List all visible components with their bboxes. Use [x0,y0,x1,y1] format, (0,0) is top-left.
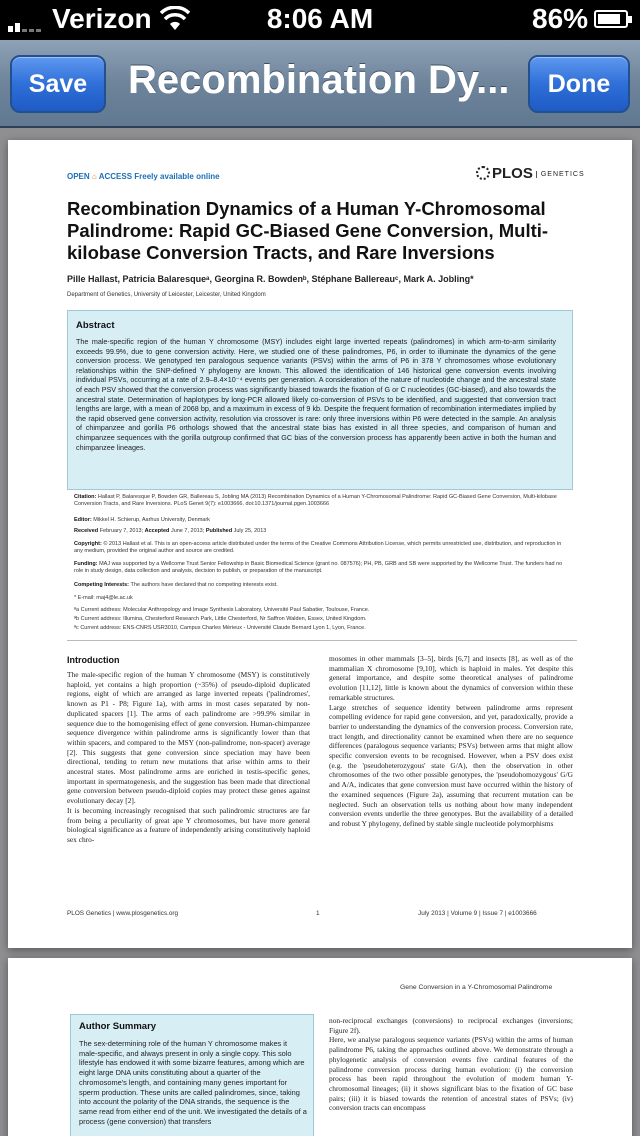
author-summary-text: The sex-determining role of the human Y chromosome makes it male-specific, and always present in only a single copy. This solo lifestyle has endowed it with some bizarre features, among which are eight large DNA units constituting about a quarter of the chromosome's length, and containing many genes important for sperm production. These units are called palindromes, since, taking into account the polarity of the DNA strands, the sequence is the same read from either end of the unit. We investigated the details of a process (gene conversion) that transfers [79,1039,307,1126]
citation: Citation: Hallast P, Balaresque P, Bowden GR, Ballereau S, Jobling MA (2013) Recombination Dynamics of a Human Y-Chromosomal Palindrome: Rapid GC-Biased Gene Conversion, Multi-kilobase Conversion Tracts, and Rare Inversions. PLoS Genet 9(7): e1003666. doi:10.1371/journal.pgen.1003666 [74,494,557,507]
open-access-badge: OPEN ⌂ ACCESS Freely available online [67,172,220,181]
address-a: ªa Current address: Molecular Anthropology and Image Synthesis Laboratory, Université Paul Sabatier, Toulouse, France. [74,607,370,613]
footer-issue: July 2013 | Volume 9 | Issue 7 | e1003666 [418,910,537,917]
page2-column-right: non-reciprocal exchanges (conversions) to reciprocal exchanges (inversions; Figure 2f). Here, we analyse paralogous sequence variants (PSVs) within the arms of human palindrome P6, taking the approaches outlined above. We demonstrate through a phylogenetic analysis of conversion events five cardinal features of the palindrome conversion process during human evolution: (i) the conversion process has been rapid throughout the evolution of modern human Y-chromosomal lineages; (ii) it shows significant bias to the fixation of GC base pairs; (iii) it is biased towards the retention of ancestral states of PSVs; (iv) conversion tracts can encompass [329,1016,573,1113]
done-button[interactable]: Done [528,55,630,113]
intro-column-right: mosomes in other mammals [3–5], birds [6,7] and insects [8], as well as of the mammalian X chromosome [9,10], which is haploid in males. Yet despite this general importance, and despite some theoretical analyses of palindrome evolution [11,12], little is known about the dynamics of conversion within these remarkable structures. Large stretches of sequence identity between palindrome arms represent compelling evidence for rapid gene conversion, and yet, paradoxically, provide a barrier to understanding the dynamics of the conversion process. Conversion rate, tract length, and directionality cannot be examined when there are no sequence differences (paralogous sequence variants; PSVs) between arms that might allow specific conversion events to be recognised. However, when a PSV does exist (e.g. the 'pseudoheterozygous' state G/A), then the observation in other chromosomes of the two other possible genotypes, the 'pseudohomozygous' G/G and A/A, indicates that gene conversion must have occurred within the history of the examined sequences (Figure 2a), assuming that recurrent mutation can be neglected. Such an observation tells us nothing about how many independent conversion events underlie the three genotypes. But the availability of a detailed and robust Y phylogeny, defined by stable single nucleotide polymorphisms [329,654,573,828]
footer-journal: PLOS Genetics | www.plosgenetics.org [67,910,179,917]
paper-title: Recombination Dynamics of a Human Y-Chromosomal Palindrome: Rapid GC-Biased Gene Conversion, Multi-kilobase Conversion Tracts, and Rare Inversions [67,198,549,263]
battery-percentage: 86% [532,3,589,34]
abstract-text: The male-specific region of the human Y chromosome (MSY) includes eight large inverted repeats (palindromes) in which arm-to-arm similarity exceeds 99.9%, due to gene conversion activity. Here, we studied one of these palindromes, P6, in order to illuminate the dynamics of the gene conversion process. We genotyped ten paralogous sequence variants (PSVs) within the arms of P6 in 378 Y chromosomes whose evolutionary relationships within the SNP-defined Y phylogeny are known. This allowed the identification of 146 historical gene conversion events involving individual PSVs, occurring at a rate of 2.9–8.4×10⁻⁴ events per generation. A consideration of the nature of nucleotide change and the ancestral state of each PSV showed that the conversion process was significantly biased towards the fixation of G or C nucleotides (GC-biased), and also towards the ancestral state. Determination of haplotypes by long-PCR allowed likely co-conversion of PSVs to be identified, and suggested that conversion tract lengths are large, with a mean of 2068 bp, and a maximum in excess of 9 kb. Despite the frequent formation of recombination intermediates implied by the rapid observed gene conversion activity, resolution via crossover is rare: only three inversions within P6 were detected in the sample. An analysis of chimpanzee and gorilla P6 orthologs showed that the ancestral state bias has existed in all three species, and comparison of human and chimpanzee sequences with the gorilla outgroup confirmed that GC bias of the conversion process has apparently been active in both the human and chimpanzee lineages. [76,337,556,452]
document-page-1[interactable] [8,140,632,948]
author-summary-box [70,1014,314,1136]
introduction-heading: Introduction [67,655,120,665]
competing-interests: Competing Interests: The authors have declared that no competing interests exist. [74,582,278,588]
plos-genetics-logo: PLOS GENETICS [476,165,585,182]
affiliation: Department of Genetics, University of Leicester, Leicester, United Kingdom [67,292,266,298]
running-head: Gene Conversion in a Y-Chromosomal Palindrome [400,984,553,991]
address-c: ªc Current address: ENS-CNRS USR3010, Campus Charles Mérieux - Université Claude Bernard Lyon 1, Lyon, France. [74,625,366,631]
author-summary-heading: Author Summary [79,1021,157,1032]
author-list: Pille Hallast, Patricia Balaresqueᵃ, Georgina R. Bowdenᵇ, Stéphane Ballereauᶜ, Mark A. Jobling* [67,274,474,284]
footer-page-number: 1 [316,910,320,917]
dates: Received February 7, 2013; Accepted June 7, 2013; Published July 25, 2013 [74,528,267,534]
save-button[interactable]: Save [10,55,106,113]
funding: Funding: MAJ was supported by a Wellcome Trust Senior Fellowship in Basic Biomedical Science (grant no. 087576); PH, PB, GRB and SB were supported by the Wellcome Trust. The funders had no role in study design, data collection and analysis, decision to publish, or preparation of the manuscript. [74,561,563,574]
battery-icon [594,10,628,28]
abstract-heading: Abstract [76,320,115,331]
intro-column-left: The male-specific region of the human Y chromosome (MSY) is constitutively haploid, yet contains a high proportion (~35%) of pseudo-diploid duplicated regions, eight of which are arranged as large inverted repeats ('palindromes', known as P1 - P8; Figure 1a), with arms in most cases separated by non-duplicated spacers [1]. The arms of each palindrome are >99.9% similar in sequence due to the homogenising effect of gene conversion. Human-chimpanzee sequence divergence within palindrome arms is significantly lower than that within spacers, and compared to the MSY (non-palindrome, non-spacer) average [2]. This suggests that gene conversion since speciation may have been directional, tending to return new mutations that arise within arms to their ancestral states. Most palindrome arms are enriched in testis-specific genes, important in spermatogenesis, and the suggestion has been made that directional gene conversion between pseudo-diploid copies may protect these genes against evolutionary decay [2]. It is becoming increasingly recognised that such palindromic structures are far from being a peculiarity of great ape Y chromosomes, but have more general biological significance as a feature of independently arising constitutively haploid sex chro- [67,670,310,844]
divider [67,640,577,641]
status-bar [0,0,640,40]
address-b: ªb Current address: Illumina, Chesterford Research Park, Little Chesterford, Nr Saffron Walden, Essex, United Kingdom. [74,616,367,622]
abstract-box [67,310,573,490]
navigation-bar [0,40,640,128]
editor: Editor: Mikkel H. Schierup, Aarhus University, Denmark [74,517,210,523]
document-page-2[interactable] [8,958,632,1136]
clock: 8:06 AM [266,3,374,34]
email: * E-mail: maj4@le.ac.uk [74,595,133,601]
document-title: Recombination Dy... [128,58,510,102]
plos-seal-icon [476,166,490,180]
carrier-name: Verizon [52,3,152,34]
copyright: Copyright: © 2013 Hallast et al. This is an open-access article distributed under the terms of the Creative Commons Attribution License, which permits unrestricted use, distribution, and reproduction in any medium, provided the original author and source are credited. [74,541,562,554]
